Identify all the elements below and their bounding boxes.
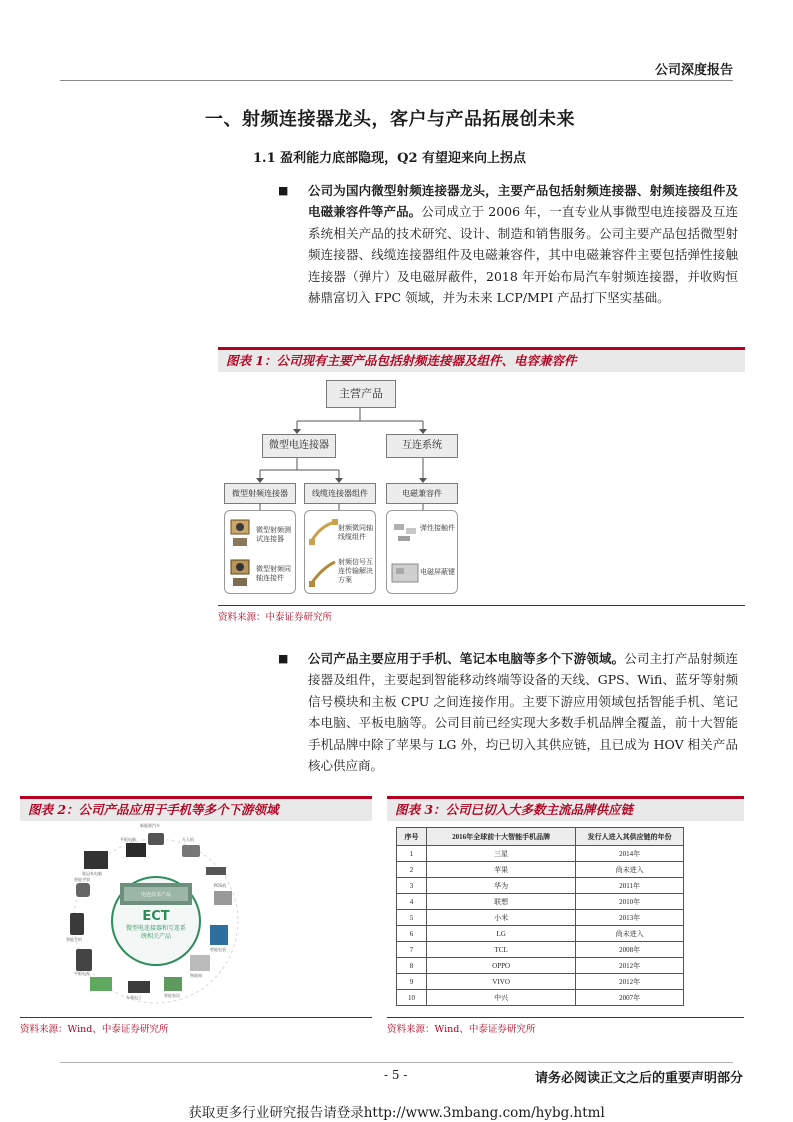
tree-connectors	[218, 372, 745, 605]
paragraph-applications	[278, 648, 738, 776]
leaf-label-elastic-contact: 弹性接触件	[420, 524, 455, 532]
leaf-label-rf-coax: 微型射频同轴连接件	[256, 565, 291, 582]
table-row	[397, 974, 684, 990]
entry-year-cell: 尚未进入	[576, 862, 684, 878]
row-index-cell: 9	[397, 974, 427, 990]
entry-year-cell: 2007年	[576, 990, 684, 1006]
wheel-center-text: 微型电连接器和互连系统相关产品	[125, 925, 186, 940]
paragraph-body: 公司成立于 2006 年，一直专业从事微型电连接器及互连系统相关产品的技术研究、设计、制造和销售服务。公司主要产品包括微型射频连接器、线缆连接器组件及电磁兼容件，其中电磁兼容件主要包括弹性接触连接器（弹片）及电磁屏蔽件，2018 年开始布局汽车射频连接器，并收购恒赫鼎富切入 FPC 领域，并为未来 LCP/MPI 产品打下坚实基础。	[308, 204, 738, 306]
tree-node-emc-part: 电磁兼容件	[386, 483, 458, 504]
table-row	[397, 990, 684, 1006]
subsection-title: 1.1 盈利能力底部隐现，Q2 有望迎来向上拐点	[253, 151, 527, 166]
product-tree-diagram	[218, 372, 745, 605]
app-label-smart-home: 智能家居	[164, 993, 180, 998]
app-label-iot: 物联网	[190, 973, 202, 978]
entry-year-cell: 2010年	[576, 894, 684, 910]
app-label-pos: POS机	[214, 883, 227, 888]
app-label-meter: 智能电表	[210, 947, 226, 952]
page-number: - 5 -	[384, 1068, 408, 1082]
app-label-tablet: 平板电脑	[120, 837, 136, 842]
table-row	[397, 878, 684, 894]
table-header-brand: 2016年全球前十大智能手机品牌	[426, 828, 575, 846]
table-row	[397, 862, 684, 878]
brand-cell: VIVO	[426, 974, 575, 990]
figure-3-title: 图表 3：公司已切入大多数主流品牌供应链	[387, 799, 744, 821]
brand-cell: TCL	[426, 942, 575, 958]
row-index-cell: 4	[397, 894, 427, 910]
tree-node-micro-connector: 微型电连接器	[262, 434, 336, 458]
table-row	[397, 846, 684, 862]
paragraph-body: 公司主打产品射频连接器及组件，主要起到智能移动终端等设备的天线、GPS、Wifi、蓝牙等射频信号模块和主板 CPU 之间连接作用。主要下游应用领域包括智能手机、笔记本电脑、平板电脑等。公司目前已经实现大多数手机品牌全覆盖，前十大智能手机品牌中除了苹果与 LG 外，均已切入其供应链，且已成为 HOV 相关产品核心供应商。	[308, 651, 738, 774]
row-index-cell: 2	[397, 862, 427, 878]
app-label-car-electronics: 车载电子	[126, 995, 142, 1000]
row-index-cell: 7	[397, 942, 427, 958]
table-header-year: 发行人进入其供应链的年份	[576, 828, 684, 846]
row-index-cell: 6	[397, 926, 427, 942]
brand-cell: 华为	[426, 878, 575, 894]
wheel-center-top: 电连技术产品	[140, 892, 171, 898]
table-row	[397, 958, 684, 974]
bullet-icon: ■	[278, 184, 289, 197]
rf-connector-product-icon	[228, 518, 254, 590]
row-index-cell: 10	[397, 990, 427, 1006]
entry-year-cell: 2013年	[576, 910, 684, 926]
brand-cell: 中兴	[426, 990, 575, 1006]
tree-node-root: 主营产品	[326, 380, 396, 408]
paragraph-lead: 公司产品主要应用于手机、笔记本电脑等多个下游领域。	[308, 651, 625, 666]
figure-3	[387, 796, 744, 1035]
emc-product-icon	[390, 520, 420, 590]
table-row	[397, 894, 684, 910]
disclaimer-note: 请务必阅读正文之后的重要声明部分	[534, 1071, 743, 1086]
table-header-index: 序号	[397, 828, 427, 846]
table-row	[397, 942, 684, 958]
brand-cell: LG	[426, 926, 575, 942]
row-index-cell: 5	[397, 910, 427, 926]
table-row	[397, 926, 684, 942]
entry-year-cell: 2014年	[576, 846, 684, 862]
row-index-cell: 1	[397, 846, 427, 862]
brand-cell: 苹果	[426, 862, 575, 878]
figure-2-source: 资料来源：Wind、中泰证券研究所	[20, 1024, 169, 1035]
bullet-icon: ■	[278, 652, 289, 665]
tree-node-interconnect: 互连系统	[386, 434, 458, 458]
table-header-row	[397, 828, 684, 846]
brand-supply-table	[396, 827, 684, 1006]
report-type-label: 公司深度报告	[654, 63, 733, 78]
tree-node-cable-assembly: 线缆连接器组件	[304, 483, 376, 504]
leaf-label-rf-test: 微型射频测试连接器	[256, 526, 291, 543]
wheel-center-title: ECT	[142, 909, 170, 924]
leaf-label-micro-coax-cable: 射频微同轴线缆组件	[338, 524, 373, 541]
section-title: 一、射频连接器龙头，客户与产品拓展创未来	[205, 109, 575, 130]
footer-divider	[60, 1062, 733, 1063]
brand-cell: 小米	[426, 910, 575, 926]
row-index-cell: 3	[397, 878, 427, 894]
paragraph-lead: 公司为国内微型射频连接器龙头，主要产品包括射频连接器、射频连接组件及电磁兼容件等产品。	[308, 183, 738, 220]
app-label-ev: 新能源汽车	[140, 823, 160, 828]
entry-year-cell: 2012年	[576, 974, 684, 990]
header-divider	[60, 80, 733, 81]
figure-1-title: 图表 1：公司现有主要产品包括射频连接器及组件、电容兼容件	[218, 350, 745, 372]
paragraph-company-intro	[278, 180, 738, 308]
brand-cell: 三星	[426, 846, 575, 862]
table-body	[397, 846, 684, 1006]
figure-1-source: 资料来源：中泰证券研究所	[218, 612, 333, 623]
app-label-watch: 智能手表	[74, 877, 90, 882]
figure-2-title: 图表 2：公司产品应用于手机等多个下游领域	[20, 799, 372, 821]
tree-node-rf-connector: 微型射频连接器	[224, 483, 296, 504]
row-index-cell: 8	[397, 958, 427, 974]
leaf-label-signal-solution: 射频信号互连传输解决方案	[338, 558, 373, 584]
app-label-drone: 无人机	[182, 837, 194, 842]
figure-2	[20, 796, 372, 1035]
brand-cell: OPPO	[426, 958, 575, 974]
download-link[interactable]: 获取更多行业研究报告请登录http://www.3mbang.com/hybg.html	[188, 1105, 605, 1121]
figure-3-source: 资料来源：Wind、中泰证券研究所	[387, 1024, 536, 1035]
app-label-phone: 智能手机	[66, 937, 82, 942]
leaf-label-emi-shield: 电磁屏蔽键	[420, 568, 455, 576]
app-label-laptop: 笔记本电脑	[82, 871, 102, 876]
entry-year-cell: 尚未进入	[576, 926, 684, 942]
entry-year-cell: 2008年	[576, 942, 684, 958]
application-wheel	[20, 821, 372, 1017]
app-label-tv: 平板电视	[74, 971, 90, 976]
entry-year-cell: 2011年	[576, 878, 684, 894]
application-wheel-graphic	[20, 821, 372, 1017]
entry-year-cell: 2012年	[576, 958, 684, 974]
brand-cell: 联想	[426, 894, 575, 910]
table-row	[397, 910, 684, 926]
cable-assembly-product-icon	[308, 518, 338, 590]
figure-1	[218, 347, 745, 623]
